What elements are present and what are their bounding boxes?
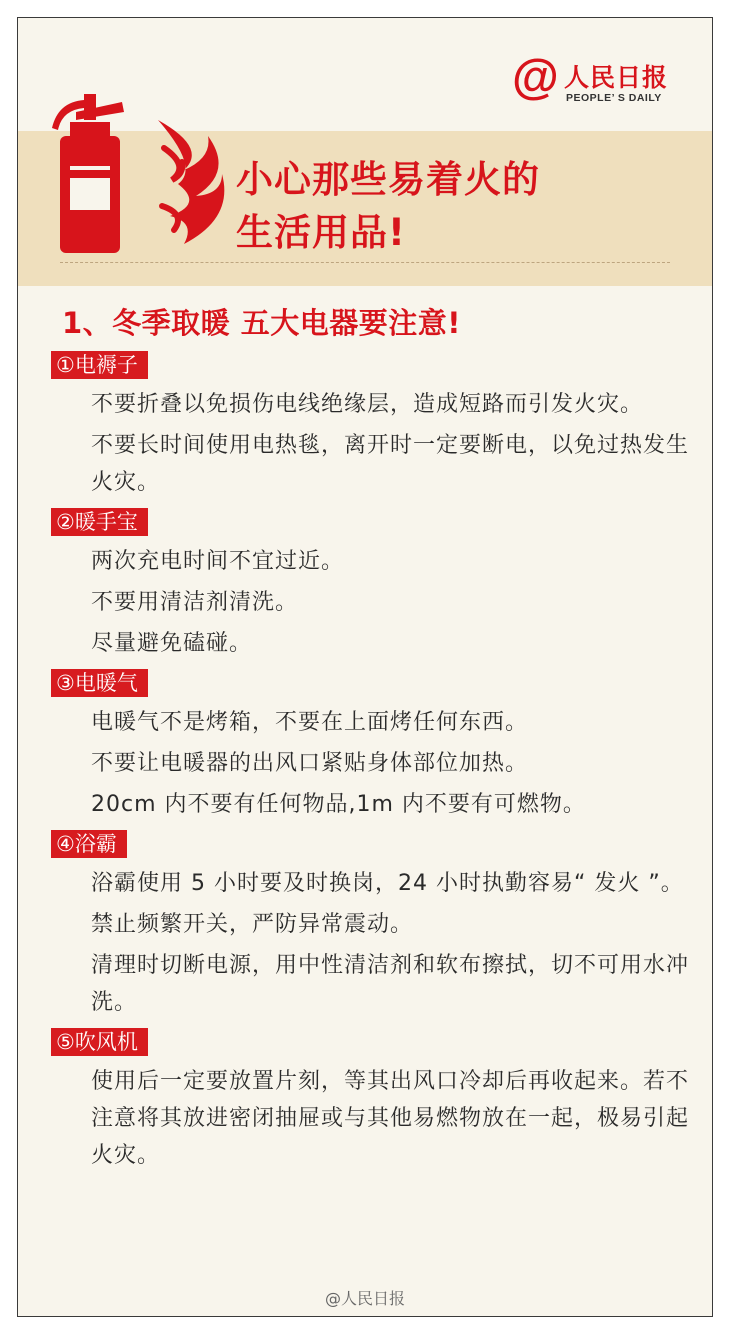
logo-english-name: PEOPLE’ S DAILY (566, 92, 662, 104)
title-line-2: 生活用品! (236, 211, 406, 254)
flame-icon (148, 118, 228, 248)
item-line: 浴霸使用 5 小时要及时换岗，24 小时执勤容易“ 发火 ”。 (91, 871, 684, 896)
appliance-electric-blanket (51, 351, 701, 501)
page-title (236, 153, 540, 259)
item-line: 尽量避免磕碰。 (91, 631, 253, 656)
appliance-electric-heater (51, 669, 701, 823)
item-line: 不要长时间使用电热毯，离开时一定要断电，以免过热发生火灾。 (91, 433, 690, 495)
item-line: 不要让电暖器的出风口紧贴身体部位加热。 (91, 751, 529, 776)
section-heading: 1、冬季取暖 五大电器要注意! (62, 306, 462, 340)
item-line: 清理时切断电源，用中性清洁剂和软布擦拭，切不可用水冲洗。 (91, 953, 690, 1015)
item-line: 使用后一定要放置片刻，等其出风口冷却后再收起来。若不注意将其放进密闭抽屉或与其他易燃物放在一起，极易引起火灾。 (91, 1069, 690, 1168)
item-tag: ⑤吹风机 (51, 1028, 148, 1056)
item-line: 电暖气不是烤箱，不要在上面烤任何东西。 (91, 710, 529, 735)
item-tag: ③电暖气 (51, 669, 148, 697)
fire-extinguisher-icon (48, 92, 138, 257)
peoples-daily-logo (512, 52, 682, 118)
item-line: 不要用清洁剂清洗。 (91, 590, 299, 615)
watermark: @人民日报 (324, 1289, 405, 1308)
item-tag: ④浴霸 (51, 830, 127, 858)
poster-card (17, 17, 713, 1317)
item-line: 两次充电时间不宜过近。 (91, 549, 345, 574)
appliance-bath-heater (51, 830, 701, 1021)
title-line-1: 小心那些易着火的 (236, 158, 540, 201)
logo-name: 人民日报 (564, 63, 669, 92)
item-line: 20cm 内不要有任何物品,1m 内不要有可燃物。 (91, 792, 586, 817)
item-line: 禁止频繁开关，严防异常震动。 (91, 912, 414, 937)
item-line: 不要折叠以免损伤电线绝缘层，造成短路而引发火灾。 (91, 392, 644, 417)
appliance-list (51, 351, 701, 1181)
item-tag: ①电褥子 (51, 351, 148, 379)
appliance-hand-warmer (51, 508, 701, 662)
logo-at-sign: @ (512, 51, 559, 104)
appliance-hair-dryer (51, 1028, 701, 1174)
dashed-divider (60, 262, 670, 263)
item-tag: ②暖手宝 (51, 508, 148, 536)
